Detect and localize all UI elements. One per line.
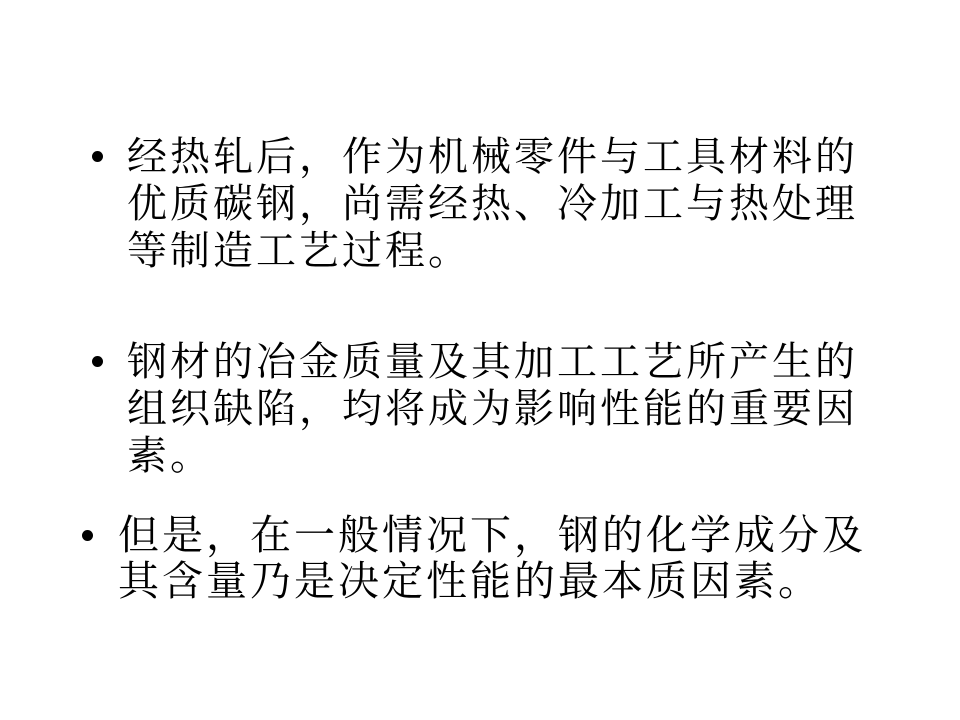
- bullet-line: 等制造工艺过程。: [127, 228, 471, 273]
- bullet-line: 但是，在一般情况下，钢的化学成分及: [118, 512, 866, 558]
- bullet-icon: [92, 356, 103, 367]
- bullet-line: 其含量乃是决定性能的最本质因素。: [118, 558, 822, 604]
- bullet-line: 素。: [127, 433, 213, 478]
- bullet-line: 优质碳钢，尚需经热、冷加工与热处理: [127, 181, 858, 226]
- bullet-item-2: [92, 338, 858, 479]
- bullet-item-3: [82, 512, 866, 604]
- bullet-line: 组织缺陷，均将成为影响性能的重要因: [127, 386, 858, 431]
- bullet-item-1: [92, 133, 858, 274]
- bullet-text-3: [118, 512, 866, 604]
- bullet-icon: [92, 151, 103, 162]
- bullet-icon: [82, 530, 93, 541]
- bullet-line: 经热轧后，作为机械零件与工具材料的: [127, 134, 858, 179]
- bullet-text-2: [127, 338, 858, 479]
- bullet-text-1: [127, 133, 858, 274]
- bullet-line: 钢材的冶金质量及其加工工艺所产生的: [127, 339, 858, 384]
